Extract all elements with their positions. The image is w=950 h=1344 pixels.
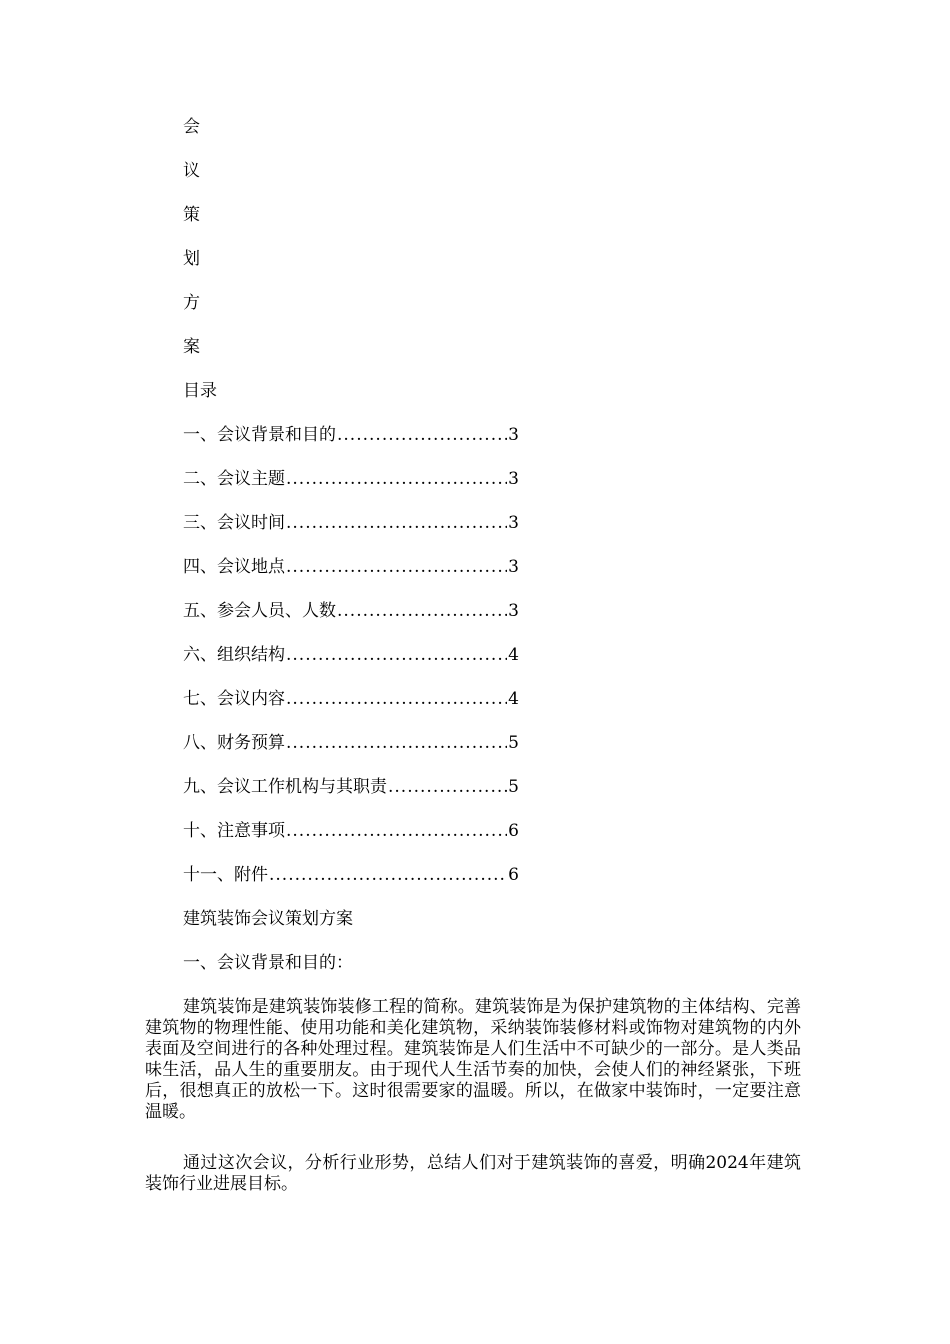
toc-entry-label: 六、组织结构 — [183, 645, 285, 665]
toc-entry — [183, 821, 519, 841]
toc-entry — [183, 601, 519, 621]
toc-entry-page: 3 — [508, 601, 519, 621]
toc-leader — [337, 425, 507, 445]
toc-entry — [183, 689, 519, 709]
toc-entry-label: 一、会议背景和目的 — [183, 425, 336, 445]
toc-entry-page: 6 — [508, 865, 519, 885]
toc-entry-page: 3 — [508, 513, 519, 533]
toc-entry-page: 5 — [508, 733, 519, 753]
toc-leader — [388, 777, 507, 797]
toc-entry — [183, 425, 519, 445]
toc-entry-label: 十、注意事项 — [183, 821, 285, 841]
toc-entry — [183, 513, 519, 533]
toc-entry — [183, 777, 519, 797]
toc-leader — [286, 557, 507, 577]
toc-entry-label: 二、会议主题 — [183, 469, 285, 489]
toc-leader — [286, 733, 507, 753]
toc-entry-label: 三、会议时间 — [183, 513, 285, 533]
toc-entry-label: 七、会议内容 — [183, 689, 285, 709]
body-paragraph: 通过这次会议，分析行业形势，总结人们对于建筑装饰的喜爱，明确2024年建筑装饰行业进展目标。 — [145, 1153, 801, 1194]
cover-title-char: 方 — [183, 293, 200, 313]
toc-entry — [183, 645, 519, 665]
toc-leader — [286, 645, 507, 665]
cover-title-char: 案 — [183, 337, 200, 357]
toc-leader — [286, 469, 507, 489]
toc-entry — [183, 733, 519, 753]
section-heading: 一、会议背景和目的： — [183, 953, 353, 973]
toc-leader — [269, 865, 507, 885]
document-title: 建筑装饰会议策划方案 — [183, 909, 353, 929]
toc-leader — [286, 689, 507, 709]
toc-heading: 目录 — [183, 381, 217, 401]
toc-entry-label: 八、财务预算 — [183, 733, 285, 753]
toc-entry-page: 6 — [508, 821, 519, 841]
body-paragraph: 建筑装饰是建筑装饰装修工程的简称。建筑装饰是为保护建筑物的主体结构、完善建筑物的物理性能、使用功能和美化建筑物，采纳装饰装修材料或饰物对建筑物的内外表面及空间进行的各种处理过程。建筑装饰是人们生活中不可缺少的一部分。是人类品味生活，品人生的重要朋友。由于现代人生活节奏的加快，会使人们的神经紧张，下班后，很想真正的放松一下。这时很需要家的温暖。所以，在做家中装饰时，一定要注意温暖。 — [145, 997, 801, 1122]
toc-entry-label: 十一、附件 — [183, 865, 268, 885]
toc-entry-page: 4 — [508, 645, 519, 665]
toc-entry-page: 5 — [508, 777, 519, 797]
cover-title-char: 会 — [183, 117, 200, 137]
toc-entry — [183, 557, 519, 577]
toc-entry-page: 3 — [508, 425, 519, 445]
cover-title-char: 议 — [183, 161, 200, 181]
toc-leader — [337, 601, 507, 621]
toc-entry — [183, 865, 519, 885]
toc-entry — [183, 469, 519, 489]
cover-title-char: 策 — [183, 205, 200, 225]
toc-entry-label: 九、会议工作机构与其职责 — [183, 777, 387, 797]
toc-leader — [286, 513, 507, 533]
toc-entry-page: 3 — [508, 469, 519, 489]
toc-entry-page: 3 — [508, 557, 519, 577]
cover-title-char: 划 — [183, 249, 200, 269]
toc-entry-page: 4 — [508, 689, 519, 709]
toc-entry-label: 五、参会人员、人数 — [183, 601, 336, 621]
toc-entry-label: 四、会议地点 — [183, 557, 285, 577]
toc-leader — [286, 821, 507, 841]
